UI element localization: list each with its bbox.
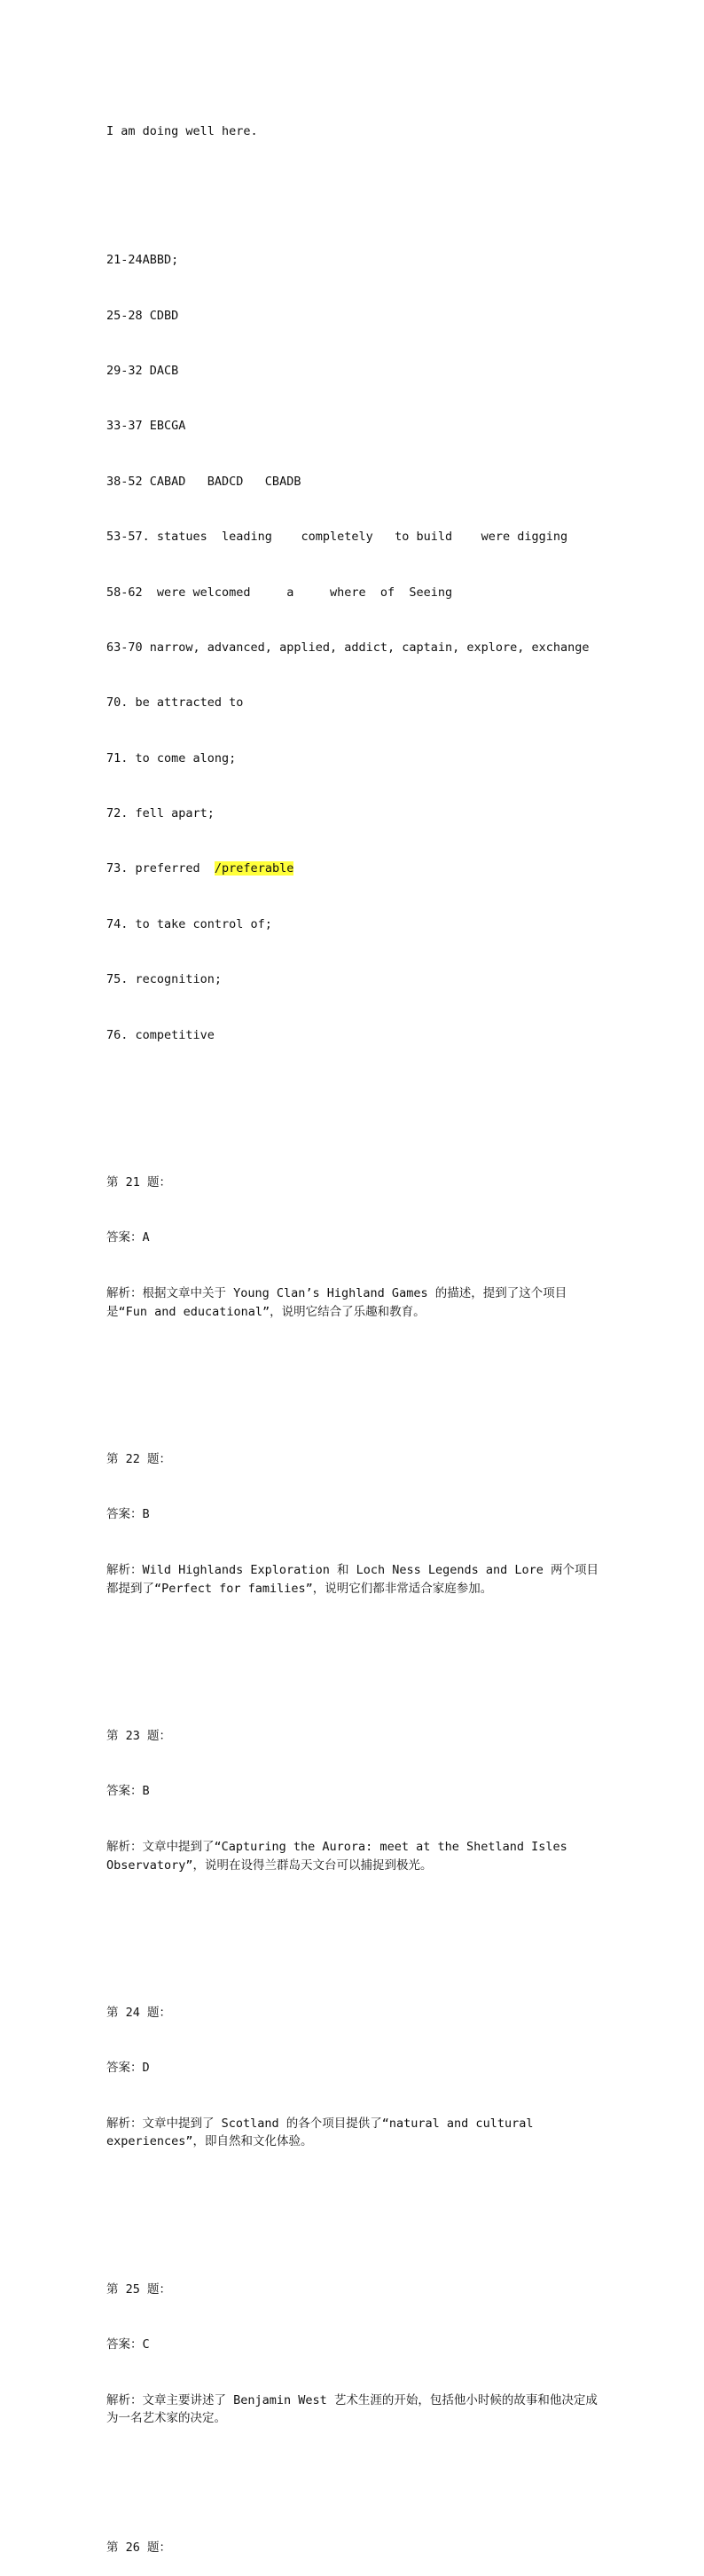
answer-key-line: 29-32 DACB <box>106 363 179 378</box>
spacer <box>106 2465 603 2484</box>
question-title: 第 25 题： <box>106 2281 172 2297</box>
question-analysis: 解析：文章中提到了“Capturing the Aurora: meet at the Shetland Isles Observatory”，说明在设得兰群岛天文台可以捕捉到极光。 <box>106 1839 567 1873</box>
question-answer: 答案：D <box>106 2061 150 2076</box>
question-title: 第 22 题： <box>106 1451 172 1466</box>
question-analysis: 解析：文章中提到了 Scotland 的各个项目提供了“natural and cultural experiences”，即自然和文化体验。 <box>106 2116 534 2149</box>
answer-key-line: 21-24ABBD; <box>106 253 179 268</box>
question-answer: 答案：C <box>106 2337 150 2352</box>
spacer <box>106 1635 603 1653</box>
question-answer: 答案：B <box>106 1784 150 1799</box>
spacer <box>106 1358 603 1377</box>
question-analysis: 解析：Wild Highlands Exploration 和 Loch Ness Legends and Lore 两个项目都提到了“Perfect for families”，说明它们都非常适合家庭参加。 <box>106 1562 599 1596</box>
answer-key-line: 25-28 CDBD <box>106 308 179 323</box>
answer-key-line: 38-52 CABAD BADCD CBADB <box>106 474 301 489</box>
answer-key-line: 63-70 narrow, advanced, applied, addict, captain, explore, exchange <box>106 640 590 655</box>
question-title: 第 24 题： <box>106 2005 172 2020</box>
answer-key-line: 70. be attracted to <box>106 695 244 711</box>
line73-prefix: 73. preferred <box>106 861 215 876</box>
answer-key-line: 76. competitive <box>106 1027 215 1042</box>
question-title: 第 23 题： <box>106 1728 172 1743</box>
intro-line: I am doing well here. <box>106 123 258 138</box>
document-page <box>106 85 603 2576</box>
spacer <box>106 2188 603 2207</box>
question-title: 第 21 题： <box>106 1175 172 1190</box>
question-title: 第 26 题： <box>106 2540 172 2555</box>
spacer <box>106 177 603 196</box>
answer-key-line-73 <box>106 860 603 878</box>
answer-key-line: 33-37 EBCGA <box>106 419 186 434</box>
question-answer: 答案：B <box>106 1507 150 1522</box>
highlighted-text: /preferable <box>214 861 294 876</box>
question-answer: 答案：A <box>106 1230 150 1245</box>
answer-key-line: 75. recognition; <box>106 972 223 987</box>
spacer <box>106 1912 603 1930</box>
spacer <box>106 1081 603 1100</box>
answer-key-line: 74. to take control of; <box>106 916 272 931</box>
question-analysis: 解析：文章主要讲述了 Benjamin West 艺术生涯的开始，包括他小时候的故事和他决定成为一名艺术家的决定。 <box>106 2392 598 2426</box>
answer-key-line: 53-57. statues leading completely to build were digging <box>106 530 568 545</box>
answer-key-line: 72. fell apart; <box>106 806 215 821</box>
answer-key-line: 71. to come along; <box>106 750 237 766</box>
answer-key-line: 58-62 were welcomed a where of Seeing <box>106 585 453 600</box>
question-analysis: 解析：根据文章中关于 Young Clan’s Highland Games 的描述，提到了这个项目是“Fun and educational”，说明它结合了乐趣和教育。 <box>106 1285 567 1319</box>
